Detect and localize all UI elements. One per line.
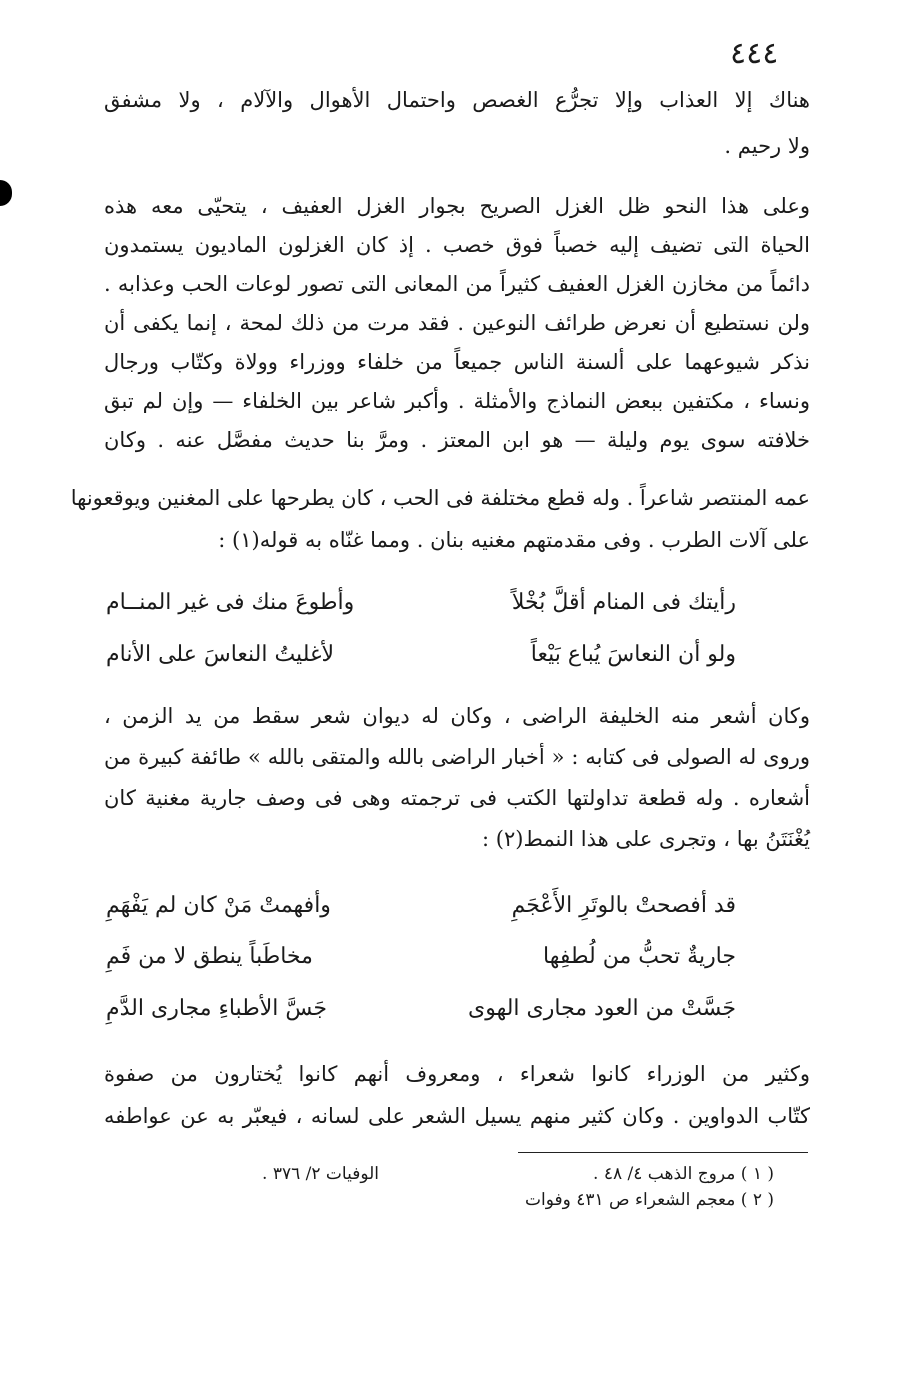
verse-second-hemistich: جَسَّ الأطباءِ مجارى الدَّمِ — [106, 996, 327, 1021]
footnote-1: ( ١ ) مروج الذهب ٤/ ٤٨ . — [593, 1164, 774, 1184]
text-line: نذكر شيوعهما على ألسنة الناس جميعاً من خلفاء ووزراء وولاة وكتّاب ورجال — [104, 350, 810, 374]
page-number: ٤٤٤ — [730, 36, 779, 71]
text-line: يُغْنَتَنُ بها ، وتجرى على هذا النمط(٢) : — [482, 827, 810, 851]
text-line: وعلى هذا النحو ظل الغزل الصريح بجوار الغزل العفيف ، يتحيّى معه هذه — [104, 194, 810, 218]
verse-second-hemistich: مخاطَباً ينطق لا من فَمِ — [106, 944, 313, 969]
footnote-1-reference: الوفيات ٢/ ٣٧٦ . — [262, 1164, 380, 1184]
verse-first-hemistich: جاريةٌ تحبُّ من لُطفِها — [542, 944, 736, 969]
text-line: خلافته سوى يوم وليلة — هو ابن المعتز . ومرَّ بنا حديث مفصَّل عنه . وكان — [104, 428, 810, 452]
verse-second-hemistich: وأطوعَ منك فى غير المنــام — [106, 590, 355, 615]
verse-first-hemistich: قد أفصحتْ بالوتَرِ الأَعْجَمِ — [511, 893, 736, 918]
text-line: أشعاره . وله قطعة تداولتها الكتب فى ترجمته وهى فى وصف جارية مغنية كان — [104, 786, 810, 810]
footnote-divider — [518, 1152, 808, 1153]
text-line: وروى له الصولى فى كتابه : « أخبار الراضى بالله والمتقى بالله » طائفة كبيرة من — [104, 745, 810, 769]
verse-first-hemistich: جَسَّتْ من العود مجارى الهوى — [468, 996, 736, 1021]
text-line: ولن نستطيع أن نعرض طرائف النوعين . فقد مرت من ذلك لمحة ، إنما يكفى أن — [104, 311, 810, 335]
text-line: ونساء ، مكتفين ببعض النماذج والأمثلة . وأكبر شاعر بين الخلفاء — وإن لم تبق — [104, 389, 810, 413]
verse-second-hemistich: وأفهمتْ مَنْ كان لم يَفْهَمِ — [106, 893, 331, 918]
text-line: عمه المنتصر شاعراً . وله قطع مختلفة فى الحب ، كان يطرحها على المغنين ويوقعونها — [70, 486, 810, 510]
text-line: الحياة التى تضيف إليه خصباً فوق خصب . إذ كان الغزلون الماديون يستمدون — [104, 233, 810, 257]
text-line: دائماً من مخازن الغزل العفيف كثيراً من المعانى التى تصور لوعات الحب وعذابه . — [104, 272, 810, 296]
text-line: على آلات الطرب . وفى مقدمتهم مغنيه بنان . ومما غنّاه به قوله(١) : — [218, 528, 810, 552]
verse-first-hemistich: رأيتك فى المنام أقلَّ بُخْلاً — [511, 590, 736, 615]
verse-second-hemistich: لأغليتُ النعاسَ على الأنام — [106, 642, 335, 667]
text-line: كتّاب الدواوين . وكان كثير منهم يسيل الشعر على لسانه ، فيعبّر به عن عواطفه — [104, 1104, 810, 1128]
footnote-2: ( ٢ ) معجم الشعراء ص ٤٣١ وفوات — [524, 1190, 774, 1210]
text-line: وكثير من الوزراء كانوا شعراء ، ومعروف أنهم كانوا يُختارون من صفوة — [104, 1062, 810, 1086]
text-line: هناك إلا العذاب وإلا تجرُّع الغصص واحتمال الأهوال والآلام ، ولا مشفق — [104, 88, 810, 112]
text-line: ولا رحيم . — [724, 134, 810, 158]
text-line: وكان أشعر منه الخليفة الراضى ، وكان له ديوان شعر سقط من يد الزمن ، — [104, 704, 810, 728]
scan-mark — [0, 180, 12, 206]
verse-first-hemistich: ولو أن النعاسَ يُباع بَيْعاً — [530, 642, 736, 667]
